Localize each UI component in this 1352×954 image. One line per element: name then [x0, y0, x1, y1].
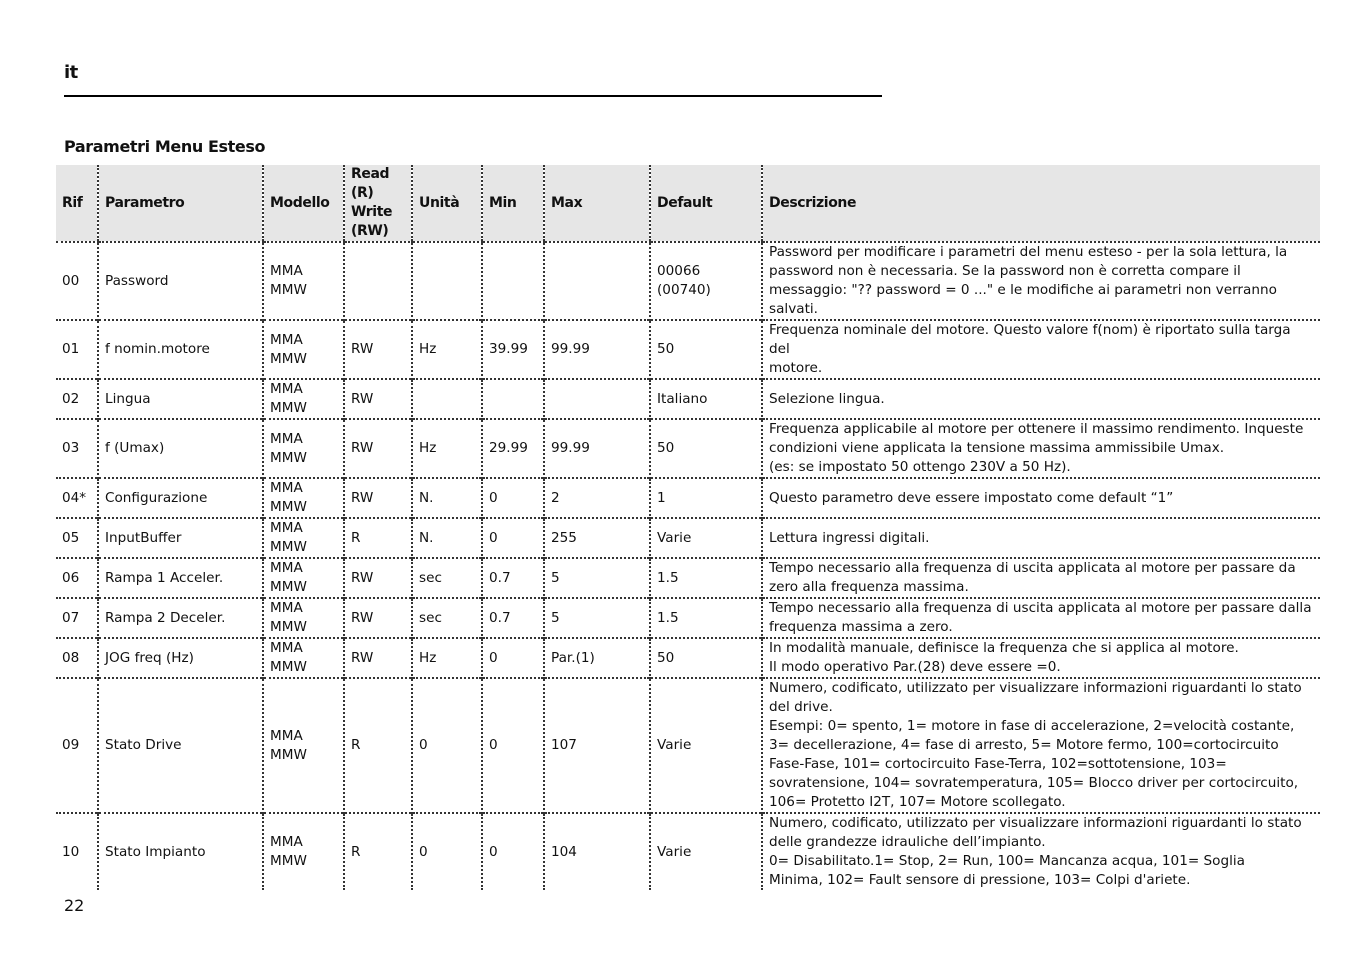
cell-descrizione-line: del drive.: [769, 699, 833, 715]
column-header-descrizione: Descrizione: [762, 165, 1320, 242]
cell-min: 39.99: [482, 320, 544, 379]
language-label: it: [64, 62, 78, 83]
cell-parametro: JOG freq (Hz): [98, 638, 263, 678]
cell-default: [650, 242, 762, 320]
cell-descrizione-line: Lettura ingressi digitali.: [769, 529, 930, 546]
cell-rif: 06: [62, 569, 80, 586]
cell-modello-line: MMA: [270, 834, 303, 850]
cell-modello-line: MMA: [270, 263, 303, 279]
section-title: Parametri Menu Esteso: [64, 137, 266, 156]
cell-default: [650, 478, 762, 518]
cell-modello: [263, 379, 344, 419]
cell-default: [650, 379, 762, 419]
cell-descrizione: [762, 379, 1320, 419]
cell-modello-line: MMW: [270, 350, 307, 367]
cell-descrizione-line: Fase-Fase, 101= cortocircuito Fase-Terra, 102=sottotensione, 103=: [769, 756, 1227, 772]
cell-unita: N.: [412, 518, 482, 558]
cell-read-write: RW: [344, 638, 412, 678]
cell-descrizione-line: Esempi: 0= spento, 1= motore in fase di accelerazione, 2=velocità costante,: [769, 718, 1295, 734]
cell-max: 104: [544, 813, 650, 890]
column-header-rw-line: (R): [351, 185, 374, 201]
page-number: 22: [64, 896, 85, 915]
cell-descrizione-line: password non è necessaria. Se la password non è corretta compare il: [769, 263, 1241, 279]
cell-rif: 09: [62, 737, 80, 753]
cell-rif: 01: [62, 341, 80, 357]
cell-descrizione-line: Frequenza nominale del motore. Questo valore f(nom) è riportato sulla targa del: [769, 322, 1291, 357]
cell-max: 5: [544, 558, 650, 598]
column-header-max: Max: [544, 165, 650, 242]
cell-default-line: 50: [657, 440, 675, 456]
cell-descrizione-line: Selezione lingua.: [769, 390, 885, 407]
column-header-default: Default: [650, 165, 762, 242]
cell-descrizione-line: In modalità manuale, definisce la frequenza che si applica al motore.: [769, 640, 1239, 656]
cell-default-line: Italiano: [657, 390, 708, 407]
cell-modello-line: MMW: [270, 853, 307, 869]
cell-min: [482, 379, 544, 419]
table-row: [56, 419, 1320, 478]
cell-descrizione-line: motore.: [769, 360, 823, 376]
cell-descrizione: [762, 320, 1320, 379]
cell-unita: sec: [412, 598, 482, 638]
cell-default: [650, 638, 762, 678]
table-row: [56, 813, 1320, 890]
cell-modello: [263, 598, 344, 638]
cell-parametro: Stato Drive: [98, 678, 263, 813]
table-row: [56, 598, 1320, 638]
cell-descrizione-line: Numero, codificato, utilizzato per visualizzare informazioni riguardanti lo stato: [769, 680, 1302, 696]
cell-descrizione: [762, 598, 1320, 638]
header-divider: [64, 95, 882, 97]
cell-modello: [263, 478, 344, 518]
column-header-modello: Modello: [263, 165, 344, 242]
cell-modello: [263, 558, 344, 598]
cell-modello-line: MMA: [270, 331, 303, 348]
cell-unita: [412, 242, 482, 320]
column-header-parametro: Parametro: [98, 165, 263, 242]
column-header-min: Min: [482, 165, 544, 242]
cell-read-write: RW: [344, 478, 412, 518]
cell-default-line: (00740): [657, 282, 711, 298]
cell-default-line: 50: [657, 649, 675, 666]
cell-min: 0: [482, 478, 544, 518]
cell-parametro: Stato Impianto: [98, 813, 263, 890]
cell-default: [650, 813, 762, 890]
cell-descrizione-line: Minima, 102= Fault sensore di pressione, 103= Colpi d'ariete.: [769, 872, 1191, 888]
cell-descrizione: [762, 478, 1320, 518]
cell-descrizione: [762, 813, 1320, 890]
cell-read-write: R: [344, 678, 412, 813]
cell-modello-line: MMW: [270, 449, 307, 466]
table-row: [56, 518, 1320, 558]
cell-descrizione: [762, 558, 1320, 598]
cell-descrizione-line: frequenza massima a zero.: [769, 619, 953, 635]
cell-modello: [263, 320, 344, 379]
cell-max: 255: [544, 518, 650, 558]
cell-max: 107: [544, 678, 650, 813]
parameters-table: [56, 165, 1320, 890]
cell-read-write: RW: [344, 598, 412, 638]
cell-modello-line: MMW: [270, 659, 307, 675]
cell-modello-line: MMW: [270, 282, 307, 298]
cell-read-write: R: [344, 518, 412, 558]
cell-rif: 07: [62, 609, 80, 626]
cell-parametro: Password: [98, 242, 263, 320]
cell-modello-line: MMA: [270, 430, 303, 447]
cell-default-line: Varie: [657, 843, 692, 860]
cell-rif: 00: [62, 272, 80, 289]
cell-modello: [263, 242, 344, 320]
cell-modello: [263, 678, 344, 813]
table-row: [56, 320, 1320, 379]
cell-modello-line: MMW: [270, 499, 307, 515]
cell-parametro: Rampa 1 Acceler.: [98, 558, 263, 598]
cell-descrizione-line: 3= decellerazione, 4= fase di arresto, 5= Motore fermo, 100=cortocircuito: [769, 737, 1279, 753]
cell-descrizione-line: Password per modificare i parametri del menu esteso - per la sola lettura, la: [769, 244, 1288, 260]
cell-descrizione-line: 106= Protetto I2T, 107= Motore scollegato.: [769, 794, 1066, 810]
cell-descrizione: [762, 242, 1320, 320]
cell-descrizione-line: Il modo operativo Par.(28) deve essere =0.: [769, 659, 1061, 675]
cell-descrizione-line: condizioni viene applicata la tensione massima ammissibile Umax.: [769, 440, 1225, 456]
cell-default-line: Varie: [657, 529, 692, 546]
cell-min: 0: [482, 518, 544, 558]
cell-descrizione: [762, 678, 1320, 813]
cell-unita: sec: [412, 558, 482, 598]
cell-rif: 08: [62, 649, 80, 666]
table-row: [56, 558, 1320, 598]
cell-modello-line: MMA: [270, 560, 303, 576]
cell-modello-line: MMA: [270, 727, 303, 744]
cell-descrizione-line: Tempo necessario alla frequenza di uscita applicata al motore per passare da: [769, 560, 1296, 576]
column-header-rw-line: Read: [351, 166, 390, 182]
cell-default: [650, 678, 762, 813]
cell-descrizione-line: messaggio: "?? password = 0 ..." e le modifiche ai parametri non verranno: [769, 282, 1277, 298]
cell-unita: Hz: [412, 320, 482, 379]
cell-modello-line: MMA: [270, 480, 303, 496]
cell-default: [650, 320, 762, 379]
cell-modello-line: MMW: [270, 619, 307, 635]
cell-descrizione-line: Questo parametro deve essere impostato come default “1”: [769, 489, 1174, 506]
cell-parametro: InputBuffer: [98, 518, 263, 558]
cell-max: [544, 379, 650, 419]
cell-modello-line: MMA: [270, 520, 303, 536]
cell-default-line: 1: [657, 489, 666, 506]
cell-modello-line: MMW: [270, 539, 307, 555]
cell-parametro: Rampa 2 Deceler.: [98, 598, 263, 638]
cell-descrizione-line: salvati.: [769, 301, 818, 317]
cell-descrizione-line: Tempo necessario alla frequenza di uscita applicata al motore per passare dalla: [769, 600, 1312, 616]
cell-max: 2: [544, 478, 650, 518]
cell-modello-line: MMA: [270, 600, 303, 616]
cell-max: 99.99: [544, 419, 650, 478]
cell-rif: 02: [62, 390, 80, 407]
cell-modello-line: MMW: [270, 400, 307, 416]
cell-unita: Hz: [412, 419, 482, 478]
table-row: [56, 678, 1320, 813]
cell-read-write: RW: [344, 320, 412, 379]
cell-max: Par.(1): [544, 638, 650, 678]
cell-modello-line: MMW: [270, 579, 307, 595]
cell-default-line: 50: [657, 341, 675, 357]
cell-modello: [263, 638, 344, 678]
cell-descrizione-line: (es: se impostato 50 ottengo 230V a 50 Hz).: [769, 459, 1071, 475]
cell-modello-line: MMA: [270, 640, 303, 656]
cell-modello: [263, 419, 344, 478]
table-row: [56, 242, 1320, 320]
cell-modello: [263, 813, 344, 890]
cell-modello-line: MMA: [270, 381, 303, 397]
cell-default: [650, 558, 762, 598]
cell-descrizione: [762, 638, 1320, 678]
cell-min: [482, 242, 544, 320]
cell-unita: 0: [412, 813, 482, 890]
cell-read-write: RW: [344, 558, 412, 598]
table-row: [56, 478, 1320, 518]
cell-descrizione: [762, 419, 1320, 478]
cell-parametro: f (Umax): [98, 419, 263, 478]
cell-max: 99.99: [544, 320, 650, 379]
cell-min: 29.99: [482, 419, 544, 478]
cell-default-line: 1.5: [657, 609, 679, 626]
cell-descrizione-line: sovratensione, 104= sovratemperatura, 105= Blocco driver per cortocircuito,: [769, 775, 1299, 791]
cell-max: [544, 242, 650, 320]
cell-unita: N.: [412, 478, 482, 518]
cell-rif: 04*: [62, 489, 87, 506]
cell-descrizione-line: Frequenza applicabile al motore per ottenere il massimo rendimento. Inqueste: [769, 421, 1304, 437]
cell-read-write: R: [344, 813, 412, 890]
cell-unita: [412, 379, 482, 419]
cell-default-line: Varie: [657, 737, 692, 753]
cell-min: 0: [482, 638, 544, 678]
cell-read-write: [344, 242, 412, 320]
cell-default: [650, 419, 762, 478]
cell-rif: 10: [62, 843, 80, 860]
cell-rif: 05: [62, 529, 80, 546]
column-header-rw-line: Write: [351, 204, 393, 220]
table-row: [56, 379, 1320, 419]
column-header-rif: Rif: [56, 165, 98, 242]
cell-descrizione-line: 0= Disabilitato.1= Stop, 2= Run, 100= Mancanza acqua, 101= Soglia: [769, 853, 1246, 869]
cell-parametro: f nomin.motore: [98, 320, 263, 379]
cell-default-line: 00066: [657, 263, 701, 279]
cell-default-line: 1.5: [657, 569, 679, 586]
cell-min: 0.7: [482, 598, 544, 638]
cell-descrizione-line: Numero, codificato, utilizzato per visualizzare informazioni riguardanti lo stato: [769, 815, 1302, 831]
column-header-read-write: [344, 165, 412, 242]
cell-modello-line: MMW: [270, 746, 307, 763]
cell-unita: Hz: [412, 638, 482, 678]
column-header-unita: Unità: [412, 165, 482, 242]
cell-modello: [263, 518, 344, 558]
column-header-rw-line: (RW): [351, 223, 389, 239]
cell-descrizione-line: zero alla frequenza massima.: [769, 579, 969, 595]
table-row: [56, 638, 1320, 678]
cell-min: 0.7: [482, 558, 544, 598]
cell-unita: 0: [412, 678, 482, 813]
cell-min: 0: [482, 813, 544, 890]
cell-parametro: Configurazione: [98, 478, 263, 518]
cell-parametro: Lingua: [98, 379, 263, 419]
table-header-row: [56, 165, 1320, 242]
cell-descrizione-line: delle grandezze idrauliche dell’impianto.: [769, 834, 1046, 850]
cell-descrizione: [762, 518, 1320, 558]
cell-read-write: RW: [344, 419, 412, 478]
cell-default: [650, 598, 762, 638]
cell-min: 0: [482, 678, 544, 813]
cell-read-write: RW: [344, 379, 412, 419]
cell-max: 5: [544, 598, 650, 638]
cell-rif: 03: [62, 440, 80, 456]
cell-default: [650, 518, 762, 558]
